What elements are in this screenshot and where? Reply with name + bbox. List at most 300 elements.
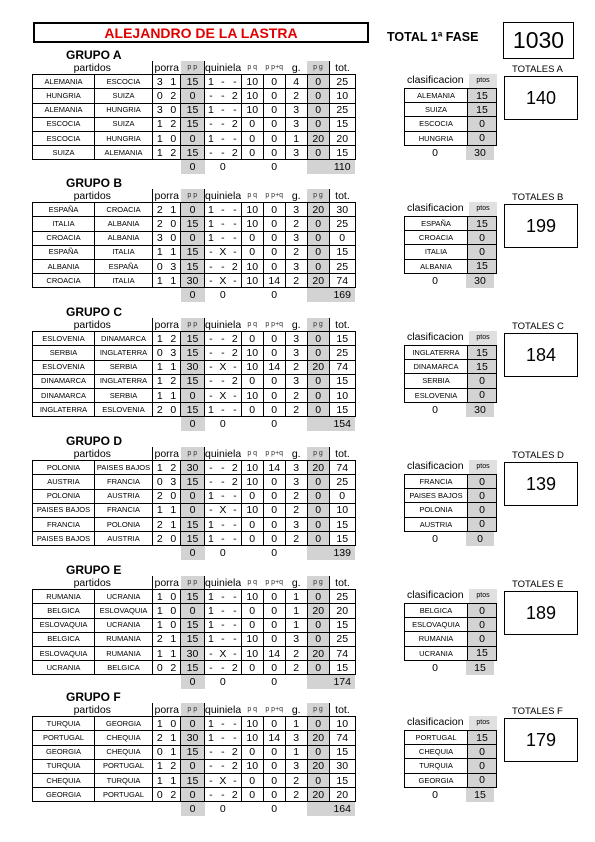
pp-value: 15: [181, 618, 205, 632]
classification-row: [405, 346, 497, 360]
sum-ppq: 0: [263, 160, 285, 174]
team-points: 0: [468, 745, 497, 759]
porra-home: 1: [153, 618, 167, 632]
classification-row: [405, 503, 497, 517]
g-value: 1: [285, 604, 307, 618]
pp-value: 0: [181, 788, 205, 802]
home-team: CROACIA: [33, 274, 95, 288]
away-team: ITALIA: [95, 245, 153, 259]
q-x: -: [217, 590, 229, 604]
team-points: 15: [468, 217, 497, 231]
classification-row: [405, 231, 497, 245]
q-1: -: [205, 89, 217, 103]
q-2: -: [229, 274, 241, 288]
q-x: -: [217, 717, 229, 731]
col-pg: p g: [307, 576, 329, 590]
pp-value: 30: [181, 360, 205, 374]
porra-away: 3: [167, 346, 181, 360]
classification: [404, 74, 497, 160]
q-2: -: [229, 731, 241, 745]
match-row: [33, 731, 356, 745]
porra-home: 0: [153, 89, 167, 103]
pq-value: 0: [241, 788, 263, 802]
away-team: ESLOVAQUIA: [95, 604, 153, 618]
team-points: 0: [468, 773, 497, 787]
match-row: [33, 475, 356, 489]
q-2: 2: [229, 661, 241, 675]
group-total-value: 179: [504, 718, 578, 762]
pg-value: 20: [307, 360, 329, 374]
porra-away: 1: [167, 731, 181, 745]
team-name: SERBIA: [405, 374, 468, 388]
pg-value: 0: [307, 332, 329, 346]
porra-away: 1: [167, 646, 181, 660]
q-x: -: [217, 403, 229, 417]
q-1: -: [205, 788, 217, 802]
pq-value: 10: [241, 731, 263, 745]
col-porra: porra: [154, 447, 179, 460]
group-e: [30, 563, 578, 691]
home-team: ESLOVENIA: [33, 332, 95, 346]
match-row: [33, 632, 356, 646]
group-title: GRUPO A: [66, 48, 122, 62]
class-sum-a: 0: [432, 661, 438, 674]
away-team: UCRANIA: [95, 590, 153, 604]
pg-value: 0: [307, 403, 329, 417]
tot-value: 15: [329, 374, 355, 388]
clasificacion-label: clasificacion: [407, 460, 464, 472]
q-1: -: [205, 745, 217, 759]
pg-value: 0: [307, 717, 329, 731]
sum-pp: 0: [181, 802, 205, 816]
q-2: -: [229, 590, 241, 604]
q-1: -: [205, 274, 217, 288]
pg-value: 0: [307, 475, 329, 489]
col-pp: p p: [181, 318, 205, 332]
porra-away: 1: [167, 773, 181, 787]
g-value: 3: [285, 475, 307, 489]
team-name: POLONIA: [405, 503, 468, 517]
q-1: -: [205, 374, 217, 388]
home-team: RUMANIA: [33, 590, 95, 604]
tot-value: 25: [329, 590, 355, 604]
q-x: X: [217, 245, 229, 259]
team-name: ESLOVENIA: [405, 388, 468, 402]
match-row: [33, 332, 356, 346]
q-2: -: [229, 217, 241, 231]
g-value: 3: [285, 103, 307, 117]
class-sum-b: 30: [466, 274, 494, 288]
away-team: RUMANIA: [95, 646, 153, 660]
g-value: 2: [285, 661, 307, 675]
q-x: -: [217, 759, 229, 773]
team-points: 15: [468, 360, 497, 374]
porra-away: 2: [167, 788, 181, 802]
matches-table: [32, 703, 356, 816]
q-x: -: [217, 532, 229, 546]
team-points: 0: [468, 245, 497, 259]
team-points: 0: [468, 618, 497, 632]
classification-row: [405, 745, 497, 759]
ppq-value: 0: [263, 146, 285, 160]
ptos-label: ptos: [469, 74, 497, 88]
col-porra: porra: [154, 189, 179, 202]
class-sum-b: 30: [466, 146, 494, 160]
ppq-value: 0: [263, 374, 285, 388]
pg-value: 20: [307, 731, 329, 745]
team-name: SUIZA: [405, 103, 468, 117]
pq-value: 10: [241, 388, 263, 402]
pq-value: 10: [241, 75, 263, 89]
team-name: UCRANIA: [405, 646, 468, 660]
pp-value: 0: [181, 503, 205, 517]
porra-home: 0: [153, 346, 167, 360]
q-1: -: [205, 346, 217, 360]
pp-value: 15: [181, 259, 205, 273]
porra-away: 2: [167, 461, 181, 475]
pp-value: 0: [181, 604, 205, 618]
team-points: 0: [468, 489, 497, 503]
porra-away: 1: [167, 245, 181, 259]
team-points: 0: [468, 475, 497, 489]
q-x: -: [217, 475, 229, 489]
pg-value: 0: [307, 103, 329, 117]
away-team: ITALIA: [95, 274, 153, 288]
pg-value: 0: [307, 117, 329, 131]
q-1: 1: [205, 590, 217, 604]
home-team: ESLOVAQUIA: [33, 618, 95, 632]
porra-home: 0: [153, 259, 167, 273]
g-value: 2: [285, 532, 307, 546]
classification-row: [405, 731, 497, 745]
home-team: GEORGIA: [33, 745, 95, 759]
pp-value: 15: [181, 103, 205, 117]
team-name: CHEQUIA: [405, 745, 468, 759]
tot-value: 74: [329, 461, 355, 475]
match-row: [33, 717, 356, 731]
ppq-value: 0: [263, 346, 285, 360]
clasificacion-label: clasificacion: [407, 331, 464, 343]
home-team: ESPAÑA: [33, 203, 95, 217]
sum-ppq: 0: [263, 288, 285, 302]
porra-home: 0: [153, 745, 167, 759]
away-team: SUIZA: [95, 89, 153, 103]
porra-home: 2: [153, 731, 167, 745]
class-sum-a: 0: [432, 146, 438, 159]
q-2: 2: [229, 259, 241, 273]
pq-value: 10: [241, 590, 263, 604]
match-row: [33, 759, 356, 773]
team-points: 0: [468, 388, 497, 402]
porra-home: 2: [153, 632, 167, 646]
porra-home: 2: [153, 517, 167, 531]
pq-value: 10: [241, 461, 263, 475]
q-2: -: [229, 403, 241, 417]
porra-home: 1: [153, 374, 167, 388]
q-x: -: [217, 661, 229, 675]
porra-home: 1: [153, 717, 167, 731]
classification-row: [405, 259, 497, 273]
team-points: 0: [468, 374, 497, 388]
class-sum-a: 0: [432, 788, 438, 801]
q-2: -: [229, 75, 241, 89]
q-2: -: [229, 517, 241, 531]
ppq-value: 0: [263, 217, 285, 231]
home-team: ESCOCIA: [33, 117, 95, 131]
q-2: -: [229, 489, 241, 503]
away-team: PORTUGAL: [95, 788, 153, 802]
col-quiniela: quiniela: [205, 576, 242, 589]
col-ppq: p p+q: [265, 320, 284, 328]
pg-value: 0: [307, 773, 329, 787]
classification-row: [405, 89, 497, 103]
q-2: -: [229, 632, 241, 646]
pp-value: 0: [181, 231, 205, 245]
group-total-value: 140: [504, 76, 578, 120]
pq-value: 10: [241, 217, 263, 231]
clasificacion-label: clasificacion: [407, 74, 464, 86]
tot-value: 10: [329, 717, 355, 731]
pg-value: 0: [307, 590, 329, 604]
porra-away: 2: [167, 759, 181, 773]
ppq-value: 0: [263, 259, 285, 273]
pp-value: 30: [181, 646, 205, 660]
classification-row: [405, 388, 497, 402]
tot-value: 74: [329, 646, 355, 660]
ppq-value: 0: [263, 661, 285, 675]
g-value: 4: [285, 75, 307, 89]
team-name: ESLOVAQUIA: [405, 618, 468, 632]
group-totals-label: TOTALES E: [512, 579, 564, 590]
q-x: -: [217, 203, 229, 217]
q-2: 2: [229, 461, 241, 475]
away-team: SUIZA: [95, 117, 153, 131]
col-tot: tot.: [329, 61, 355, 75]
porra-away: 0: [167, 604, 181, 618]
pq-value: 10: [241, 717, 263, 731]
col-porra: porra: [154, 703, 179, 716]
q-2: -: [229, 245, 241, 259]
ppq-value: 0: [263, 517, 285, 531]
pp-value: 15: [181, 517, 205, 531]
team-points: 15: [468, 346, 497, 360]
col-pq: p q: [247, 320, 258, 328]
home-team: PORTUGAL: [33, 731, 95, 745]
g-value: 3: [285, 461, 307, 475]
sum-quiniela: 0: [205, 546, 242, 560]
header-row: [33, 318, 356, 332]
g-value: 1: [285, 717, 307, 731]
tot-value: 20: [329, 604, 355, 618]
q-1: 1: [205, 632, 217, 646]
match-row: [33, 259, 356, 273]
q-2: -: [229, 231, 241, 245]
match-row: [33, 461, 356, 475]
col-pp: p p: [181, 61, 205, 75]
group-totals-label: TOTALES B: [512, 192, 564, 203]
pp-value: 15: [181, 217, 205, 231]
g-value: 3: [285, 759, 307, 773]
porra-home: 3: [153, 75, 167, 89]
pp-value: 15: [181, 332, 205, 346]
q-x: -: [217, 346, 229, 360]
home-team: GEORGIA: [33, 788, 95, 802]
pq-value: 0: [241, 403, 263, 417]
match-row: [33, 590, 356, 604]
team-points: 0: [468, 517, 497, 531]
q-x: -: [217, 131, 229, 145]
q-1: 1: [205, 618, 217, 632]
home-team: DINAMARCA: [33, 388, 95, 402]
ppq-value: 0: [263, 590, 285, 604]
pp-value: 15: [181, 661, 205, 675]
away-team: INGLATERRA: [95, 346, 153, 360]
ppq-value: 0: [263, 503, 285, 517]
sum-quiniela: 0: [205, 160, 242, 174]
home-team: ESCOCIA: [33, 131, 95, 145]
class-sum-b: 30: [466, 403, 494, 417]
match-row: [33, 89, 356, 103]
col-partidos: partidos: [73, 61, 111, 74]
q-2: -: [229, 360, 241, 374]
team-points: 15: [468, 103, 497, 117]
pg-value: 0: [307, 532, 329, 546]
porra-away: 1: [167, 632, 181, 646]
pq-value: 0: [241, 231, 263, 245]
col-g: g.: [291, 447, 301, 460]
q-2: 2: [229, 759, 241, 773]
col-partidos: partidos: [73, 318, 111, 331]
porra-home: 1: [153, 117, 167, 131]
away-team: GEORGIA: [95, 717, 153, 731]
team-points: 0: [468, 503, 497, 517]
tot-value: 74: [329, 274, 355, 288]
q-2: -: [229, 646, 241, 660]
match-row: [33, 374, 356, 388]
pg-value: 0: [307, 146, 329, 160]
porra-away: 1: [167, 360, 181, 374]
porra-home: 1: [153, 503, 167, 517]
team-points: 0: [468, 604, 497, 618]
classification-row: [405, 131, 497, 145]
sum-tot: 154: [329, 417, 355, 431]
match-row: [33, 245, 356, 259]
porra-away: 1: [167, 503, 181, 517]
group-title: GRUPO D: [66, 434, 123, 448]
q-x: X: [217, 646, 229, 660]
q-1: -: [205, 646, 217, 660]
porra-home: 2: [153, 203, 167, 217]
home-team: CHEQUIA: [33, 773, 95, 787]
porra-home: 2: [153, 403, 167, 417]
q-x: -: [217, 632, 229, 646]
team-name: DINAMARCA: [405, 360, 468, 374]
porra-home: 1: [153, 146, 167, 160]
away-team: ALBANIA: [95, 231, 153, 245]
q-1: 1: [205, 517, 217, 531]
q-1: 1: [205, 217, 217, 231]
sum-pp: 0: [181, 160, 205, 174]
pg-value: 0: [307, 259, 329, 273]
porra-away: 0: [167, 590, 181, 604]
sum-row: [33, 802, 356, 816]
group-total-value: 189: [504, 591, 578, 635]
sum-ppq: 0: [263, 675, 285, 689]
home-team: ALEMANIA: [33, 103, 95, 117]
pp-value: 15: [181, 245, 205, 259]
tot-value: 74: [329, 360, 355, 374]
home-team: SERBIA: [33, 346, 95, 360]
porra-home: 3: [153, 103, 167, 117]
q-x: -: [217, 517, 229, 531]
porra-home: 1: [153, 131, 167, 145]
match-row: [33, 388, 356, 402]
porra-home: 2: [153, 532, 167, 546]
match-row: [33, 745, 356, 759]
away-team: SERBIA: [95, 360, 153, 374]
porra-away: 1: [167, 203, 181, 217]
pp-value: 15: [181, 590, 205, 604]
porra-away: 3: [167, 259, 181, 273]
col-pq: p q: [247, 63, 258, 71]
col-g: g.: [291, 576, 301, 589]
porra-home: 1: [153, 388, 167, 402]
pq-value: 0: [241, 131, 263, 145]
g-value: 2: [285, 388, 307, 402]
team-name: INGLATERRA: [405, 346, 468, 360]
q-2: 2: [229, 146, 241, 160]
q-1: -: [205, 332, 217, 346]
team-name: PORTUGAL: [405, 731, 468, 745]
q-1: 1: [205, 717, 217, 731]
tot-value: 0: [329, 231, 355, 245]
away-team: TURQUIA: [95, 773, 153, 787]
q-1: 1: [205, 103, 217, 117]
match-row: [33, 146, 356, 160]
header-row: [33, 189, 356, 203]
ppq-value: 0: [263, 231, 285, 245]
col-pq: p q: [247, 705, 258, 713]
porra-home: 0: [153, 661, 167, 675]
q-x: -: [217, 75, 229, 89]
col-pg: p g: [307, 61, 329, 75]
col-tot: tot.: [329, 447, 355, 461]
col-pq: p q: [247, 578, 258, 586]
match-row: [33, 274, 356, 288]
match-row: [33, 131, 356, 145]
group-a: [30, 48, 578, 176]
match-row: [33, 117, 356, 131]
pg-value: 0: [307, 346, 329, 360]
away-team: SERBIA: [95, 388, 153, 402]
col-quiniela: quiniela: [205, 61, 242, 74]
match-row: [33, 773, 356, 787]
pp-value: 0: [181, 203, 205, 217]
away-team: INGLATERRA: [95, 374, 153, 388]
home-team: TURQUIA: [33, 717, 95, 731]
tot-value: 25: [329, 259, 355, 273]
pg-value: 0: [307, 489, 329, 503]
pp-value: 15: [181, 632, 205, 646]
tot-value: 15: [329, 773, 355, 787]
sum-tot: 174: [329, 675, 355, 689]
pq-value: 0: [241, 374, 263, 388]
q-x: -: [217, 489, 229, 503]
q-1: -: [205, 388, 217, 402]
porra-home: 3: [153, 231, 167, 245]
g-value: 2: [285, 788, 307, 802]
col-quiniela: quiniela: [205, 447, 242, 460]
